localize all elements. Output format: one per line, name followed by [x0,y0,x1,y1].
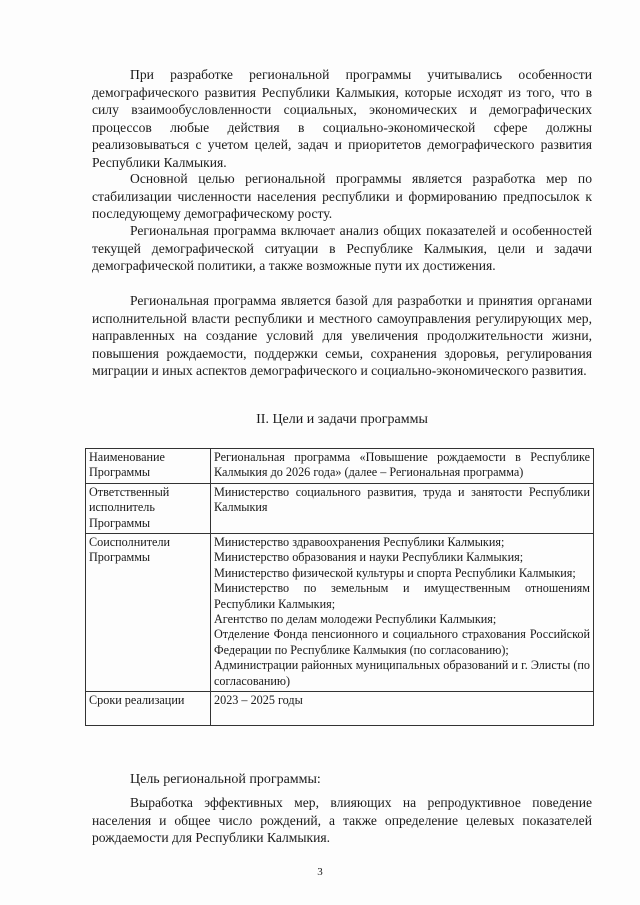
table-row [86,692,594,726]
section-heading: II. Цели и задачи программы [256,412,428,427]
goal-label: Цель региональной программы: [130,772,321,787]
row-value-name [211,449,594,484]
value-line: Министерство здравоохранения Республики Калмыкия; [214,535,505,550]
paragraph-4: Региональная программа является базой для разработки и принятия органами исполнительной власти республики и местного самоуправления регулирующих мер, направленных на создание условий для увеличения продолжительности жизни, повышения рождаемости, поддержки семьи, сохранения здоровья, регулирования миграции и иных аспектов демографического и социально-экономического развития. [92,293,592,379]
value-line: Агентство по делам молодежи Республики Калмыкия; [214,612,497,627]
table-row [86,449,594,484]
row-label-name: Наименование Программы [86,449,211,484]
paragraph-1: При разработке региональной программы учитывались особенности демографического развития Республики Калмыкия, которые исходят из того, что в силу взаимообусловленности социальных, экономических и демографических процессов любые действия в социально-экономической сфере должны реализовываться с учетом целей, задач и приоритетов демографического развития Республики Калмыкия. [92,67,592,170]
table-row [86,483,594,533]
page-number: 3 [317,866,323,878]
value-line: Региональная программа «Повышение рождаемости в Республике Калмыкия до 2026 года» (далее – Региональная программа) [214,450,590,480]
value-line: Министерство физической культуры и спорта Республики Калмыкия; [214,565,576,580]
value-line: Министерство по земельным и имущественным отношениям Республики Калмыкия; [214,581,590,611]
row-value-executor [211,483,594,533]
table-row [86,534,594,692]
program-passport-table [85,448,594,726]
value-line: Администрации районных муниципальных образований и г. Элисты (по согласованию) [214,658,590,688]
value-line: Отделение Фонда пенсионного и социального страхования Российской Федерации по Республике Калмыкия (по согласованию); [214,627,590,657]
value-line: Министерство социального развития, труда и занятости Республики Калмыкия [214,484,590,515]
row-value-coexecutors [211,534,594,692]
paragraph-2: Основной целью региональной программы является разработка мер по стабилизации численности населения республики и формированию предпосылок к последующему демографическому росту. [92,171,592,222]
row-label-coexecutors: Соисполнители Программы [86,534,211,692]
goal-text: Выработка эффективных мер, влияющих на репродуктивное поведение населения и общее число рождений, а также определение целевых показателей рождаемости для Республики Калмыкия. [92,795,592,846]
value-line: Министерство образования и науки Республики Калмыкия; [214,550,524,565]
paragraph-3: Региональная программа включает анализ общих показателей и особенностей текущей демографической ситуации в Республике Калмыкия, цели и задачи демографической политики, а также возможные пути их достижения. [92,223,592,274]
row-label-executor: Ответственный исполнитель Программы [86,483,211,533]
row-label-timeline: Сроки реализации [86,692,211,726]
value-line: 2023 – 2025 годы [214,693,303,708]
row-value-timeline [211,692,594,726]
